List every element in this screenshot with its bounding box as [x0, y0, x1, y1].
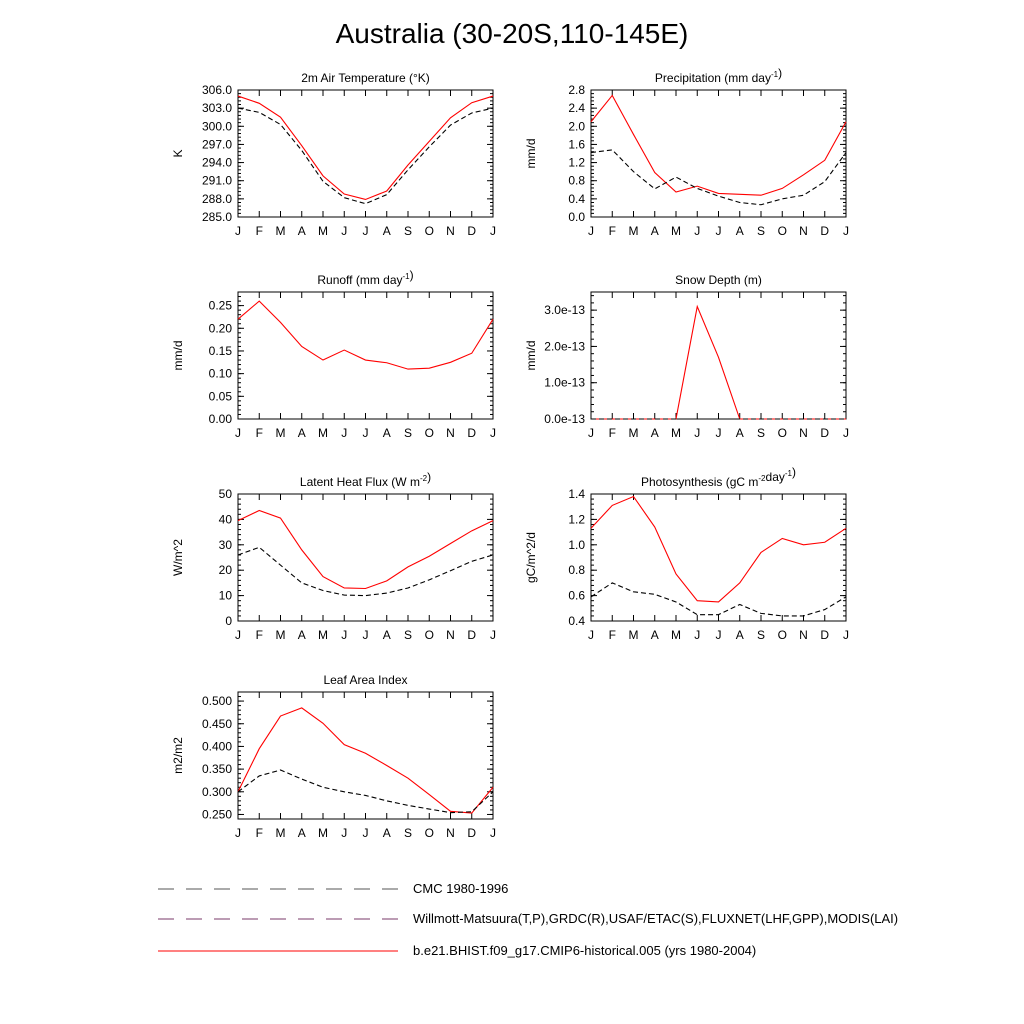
series-line-model: [591, 307, 846, 419]
x-tick-label: D: [467, 426, 477, 440]
y-tick-label: 303.0: [201, 101, 232, 116]
chart-title-part: Latent Heat Flux (W: [299, 475, 410, 489]
chart-title-part: ): [778, 66, 783, 80]
chart-title-part: ): [792, 465, 796, 479]
chart-title-part: day: [751, 71, 771, 85]
plot-frame: [238, 692, 493, 819]
chart-title-part: 2m Air Temperature (°K): [301, 71, 430, 85]
y-tick-label: 0.400: [201, 739, 232, 754]
y-tick-label: 2.8: [568, 83, 585, 97]
x-tick-label: D: [467, 628, 477, 642]
chart-panel-7: [171, 673, 496, 840]
x-tick-label: A: [382, 826, 391, 840]
y-tick-label: 1.0e-13: [544, 375, 585, 390]
plot-frame: [591, 90, 846, 217]
x-tick-label: M: [628, 628, 639, 642]
x-tick-label: D: [820, 628, 830, 642]
y-tick-label: 1.6: [568, 137, 585, 152]
x-tick-label: J: [341, 426, 348, 440]
chart-title-part: m: [748, 475, 759, 489]
x-tick-label: J: [843, 426, 849, 440]
y-tick-label: 3.0e-13: [544, 303, 585, 318]
y-tick-label: 10: [218, 588, 232, 603]
x-tick-label: O: [424, 426, 434, 440]
x-tick-label: O: [424, 826, 434, 840]
x-tick-label: J: [362, 224, 369, 238]
x-tick-label: N: [446, 224, 455, 238]
y-axis-label: m2/m2: [171, 737, 185, 774]
series-line-obs: [238, 108, 493, 204]
chart-title-part: Precipitation (mm: [654, 71, 752, 85]
chart-title: [641, 465, 796, 489]
y-tick-label: 1.0: [568, 537, 585, 552]
legend-label-model: b.e21.BHIST.f09_g17.CMIP6-historical.005 (yrs 1980-2004): [413, 943, 757, 958]
x-tick-label: M: [628, 224, 639, 238]
chart-title-part: day: [383, 273, 403, 287]
legend-label-obs: Willmott-Matsuura(T,P),GRDC(R),USAF/ETAC(S),FLUXNET(LHF,GPP),MODIS(LAI): [413, 911, 899, 926]
x-tick-label: D: [820, 426, 830, 440]
x-tick-label: A: [297, 826, 306, 840]
y-tick-label: 0.500: [201, 694, 232, 709]
x-tick-label: M: [318, 426, 328, 440]
chart-title: [675, 273, 762, 287]
x-tick-label: A: [735, 426, 744, 440]
chart-title: [300, 470, 431, 489]
x-tick-label: S: [756, 628, 766, 642]
legend-swatch-cmc: [158, 879, 403, 899]
chart-title-part: m: [409, 475, 420, 489]
x-tick-label: M: [275, 628, 286, 642]
y-axis-label: mm/d: [171, 340, 185, 371]
x-tick-label: J: [490, 628, 496, 642]
x-tick-label: A: [297, 628, 306, 642]
x-tick-label: J: [362, 826, 369, 840]
chart-panel-1: [171, 71, 496, 238]
x-tick-label: A: [382, 224, 391, 238]
series-line-model: [591, 497, 846, 602]
x-tick-label: F: [255, 628, 263, 642]
series-line-obs: [238, 770, 493, 813]
y-tick-label: 294.0: [201, 155, 232, 170]
x-tick-label: O: [777, 426, 787, 440]
x-tick-label: F: [608, 628, 616, 642]
chart-title: [655, 66, 782, 85]
x-tick-label: M: [318, 628, 328, 642]
x-tick-label: A: [735, 224, 744, 238]
y-tick-label: 300.0: [201, 119, 232, 134]
y-tick-label: 0.8: [568, 173, 585, 188]
y-tick-label: 2.4: [568, 101, 585, 116]
x-tick-label: J: [694, 628, 701, 642]
y-tick-label: 30: [218, 537, 232, 552]
x-tick-label: F: [255, 426, 263, 440]
y-tick-label: 0.8: [568, 563, 585, 578]
chart-title-superscript: -1: [784, 469, 792, 478]
chart-title-superscript: -2: [419, 474, 428, 483]
y-tick-label: 0.4: [568, 191, 585, 206]
series-line-model: [238, 511, 493, 589]
legend-label-cmc: CMC 1980-1996: [413, 881, 509, 896]
y-axis-label: K: [171, 149, 185, 158]
y-tick-label: 20: [218, 563, 232, 578]
y-tick-label: 0.0e-13: [544, 412, 585, 426]
x-tick-label: J: [235, 224, 241, 238]
y-tick-label: 0.10: [208, 366, 232, 381]
x-tick-label: J: [362, 628, 369, 642]
x-tick-label: A: [650, 628, 659, 642]
x-tick-label: F: [255, 826, 263, 840]
x-tick-label: J: [843, 224, 849, 238]
series-line-model: [238, 708, 493, 813]
x-tick-label: J: [715, 224, 722, 238]
x-tick-label: M: [671, 426, 681, 440]
chart-title: [323, 673, 407, 687]
y-tick-label: 0: [225, 614, 232, 628]
x-tick-label: J: [341, 628, 348, 642]
series-line-obs: [591, 583, 846, 616]
y-tick-label: 0.350: [201, 762, 232, 777]
x-tick-label: J: [235, 628, 241, 642]
y-tick-label: 285.0: [201, 210, 232, 224]
x-tick-label: S: [403, 826, 413, 840]
x-tick-label: J: [341, 224, 348, 238]
chart-title: [301, 71, 430, 85]
chart-title-part: Runoff (mm: [317, 273, 384, 287]
x-tick-label: A: [735, 628, 744, 642]
x-tick-label: A: [297, 426, 306, 440]
x-tick-label: N: [446, 426, 455, 440]
x-tick-label: S: [756, 426, 766, 440]
x-tick-label: N: [799, 426, 808, 440]
legend-swatch-model: [158, 941, 403, 961]
x-tick-label: A: [297, 224, 306, 238]
y-axis-label: W/m^2: [171, 539, 185, 576]
x-tick-label: M: [671, 628, 681, 642]
x-tick-label: J: [694, 426, 701, 440]
chart-title-part: ): [427, 470, 432, 484]
x-tick-label: N: [799, 224, 808, 238]
x-tick-label: S: [403, 628, 413, 642]
y-tick-label: 0.25: [208, 298, 232, 313]
x-tick-label: S: [756, 224, 766, 238]
plot-frame: [238, 494, 493, 621]
x-tick-label: M: [275, 224, 286, 238]
chart-panel-4: [524, 273, 849, 440]
x-tick-label: D: [467, 224, 477, 238]
x-tick-label: N: [446, 628, 455, 642]
x-tick-label: J: [490, 224, 496, 238]
x-tick-label: J: [588, 628, 594, 642]
x-tick-label: J: [235, 426, 241, 440]
page-title: Australia (30-20S,110-145E): [335, 18, 689, 49]
x-tick-label: F: [608, 426, 616, 440]
chart-title-part: Leaf Area Index: [323, 673, 408, 687]
x-tick-label: D: [820, 224, 830, 238]
series-line-obs: [591, 150, 846, 205]
x-tick-label: M: [275, 426, 286, 440]
chart-panel-3: [171, 268, 496, 440]
x-tick-label: J: [715, 628, 722, 642]
x-tick-label: D: [467, 826, 477, 840]
y-tick-label: 306.0: [201, 83, 232, 97]
x-tick-label: J: [715, 426, 722, 440]
y-tick-label: 297.0: [201, 137, 232, 152]
x-tick-label: O: [777, 628, 787, 642]
chart-title-part: Snow Depth (m): [675, 273, 762, 287]
y-axis-label: gC/m^2/d: [524, 532, 538, 583]
x-tick-label: M: [318, 826, 328, 840]
y-tick-label: 0.05: [208, 389, 232, 404]
y-tick-label: 2.0: [568, 119, 585, 134]
y-tick-label: 0.450: [201, 716, 232, 731]
y-tick-label: 291.0: [201, 173, 232, 188]
x-tick-label: J: [341, 826, 348, 840]
x-tick-label: J: [490, 426, 496, 440]
x-tick-label: O: [424, 224, 434, 238]
x-tick-label: F: [608, 224, 616, 238]
series-line-model: [238, 96, 493, 199]
y-tick-label: 288.0: [201, 191, 232, 206]
y-tick-label: 0.0: [568, 210, 585, 224]
x-tick-label: M: [275, 826, 286, 840]
chart-title-superscript: -1: [770, 70, 779, 79]
x-tick-label: J: [490, 826, 496, 840]
x-tick-label: F: [255, 224, 263, 238]
y-tick-label: 1.2: [568, 155, 585, 170]
x-tick-label: A: [650, 224, 659, 238]
x-tick-label: N: [799, 628, 808, 642]
x-tick-label: J: [588, 426, 594, 440]
x-tick-label: N: [446, 826, 455, 840]
x-tick-label: M: [628, 426, 639, 440]
chart-title: [317, 268, 413, 287]
x-tick-label: J: [362, 426, 369, 440]
plot-frame: [238, 90, 493, 217]
chart-panel-6: [524, 465, 849, 642]
y-axis-label: mm/d: [524, 340, 538, 371]
x-tick-label: M: [318, 224, 328, 238]
chart-panel-5: [171, 470, 496, 642]
x-tick-label: A: [382, 628, 391, 642]
x-tick-label: J: [588, 224, 594, 238]
x-tick-label: S: [403, 426, 413, 440]
y-tick-label: 2.0e-13: [544, 339, 585, 354]
y-tick-label: 0.00: [208, 412, 232, 426]
chart-title-part: day: [765, 470, 785, 484]
y-tick-label: 40: [218, 512, 232, 527]
y-axis-label: mm/d: [524, 138, 538, 169]
x-tick-label: S: [403, 224, 413, 238]
chart-title-superscript: -2: [758, 474, 766, 483]
series-line-model: [591, 95, 846, 195]
y-tick-label: 0.20: [208, 321, 232, 336]
plot-frame: [238, 292, 493, 419]
x-tick-label: J: [235, 826, 241, 840]
x-tick-label: O: [424, 628, 434, 642]
x-tick-label: A: [382, 426, 391, 440]
legend-swatch-obs: [158, 909, 403, 929]
y-tick-label: 50: [218, 487, 232, 501]
y-tick-label: 0.4: [568, 614, 585, 628]
y-tick-label: 0.6: [568, 588, 585, 603]
series-line-model: [238, 301, 493, 369]
x-tick-label: O: [777, 224, 787, 238]
x-tick-label: J: [694, 224, 701, 238]
chart-title-superscript: -1: [402, 272, 410, 281]
chart-panel-2: [524, 66, 849, 238]
y-tick-label: 1.4: [568, 487, 585, 501]
chart-title-part: Photosynthesis (gC: [641, 475, 749, 489]
x-tick-label: J: [843, 628, 849, 642]
x-tick-label: M: [671, 224, 681, 238]
chart-title-part: ): [409, 268, 414, 282]
y-tick-label: 0.300: [201, 784, 232, 799]
y-tick-label: 0.15: [208, 343, 232, 358]
plot-frame: [591, 292, 846, 419]
y-tick-label: 1.2: [568, 512, 585, 527]
y-tick-label: 0.250: [201, 807, 232, 822]
x-tick-label: A: [650, 426, 659, 440]
